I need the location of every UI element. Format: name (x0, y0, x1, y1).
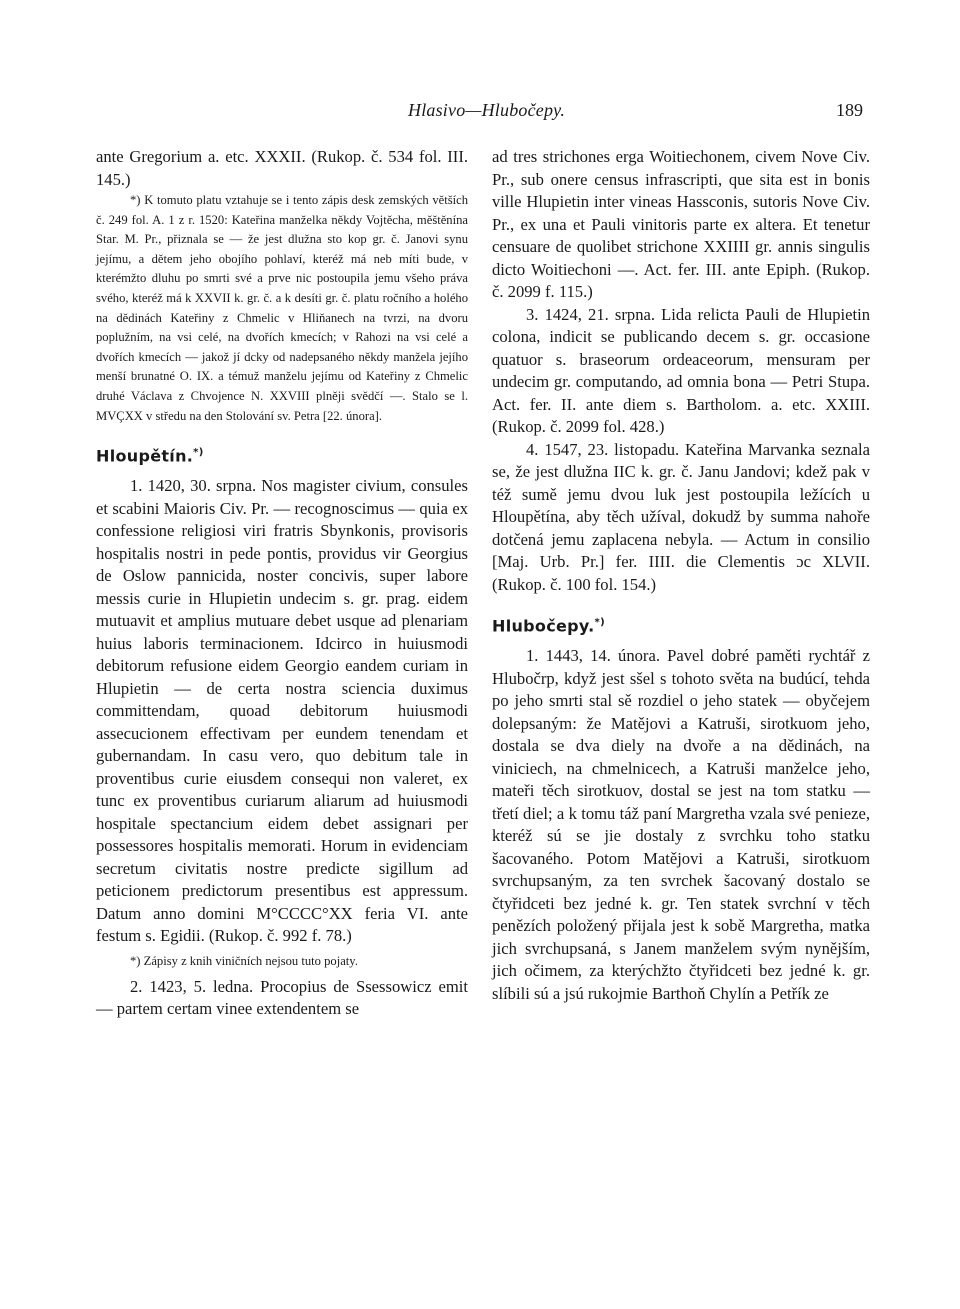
entry-1443: 1. 1443, 14. února. Pavel dobré paměti rychtář z Hlubočrp, když jest sšel s tohoto světa na budúcí, tehda po jeho smrti stal sě rozdiel o jeho statek — obyčejem dolepsaným: že Matějovi a Katruši, sirotkuom jeho, dostala se dva diely na dvoře a na dědinách, na viniciech, na chmelnicech, a Katruši manželce jeho, mateři těch sirotkuov, dostal se jest na tom statku — třetí diel; a k tomu táž paní Margretha vzala své penieze, kteréž sú se jie dostaly z svrchku toho statku šacovaného. Potom Matějovi a Katruši, sirotkuom svrchupsaným, za ten svrchek šacovaný dostalo se čtyřidceti bez jedné k. gr. Ten statek svrchní v těch penězích položený přijala jest k sobě Margretha, matka jich svrchupsaná, s Janem manželem svým nynějším, jich očimem, za kterýchžto čtyřidceti bez jedné k. gr. slíbili sú a jsú rukojmie Barthoň Chylín a Petřík ze (492, 646, 870, 1003)
entry-1420: 1. 1420, 30. srpna. Nos magister civium, consules et scabini Maioris Civ. Pr. — recognoscimus — quia ex confessione religiosi viri fratris Sbynkonis, provisoris hospitalis nostri in pede pontis, providus vir Georgius de Oslow pannicida, noster concivis, super labore messis curie in Hlupietin undecim s. gr. prag. eidem mutuavit et amplius mutuare debet usque ad plenariam huius laboris terminacionem. Idcirco in huiusmodi debitorum refusione eidem Georgio eandem curiam in Hlupietin — de certa nostra sciencia duximus committendam, quoad debitorum huiusmodi assecucionem effectivam per eundem tenendam et gubernandam. In casu vero, quo debitum tale in proventibus curie eiusdem consequi non valeret, ex tunc ex proventibus curiarum aliarum ad huiusmodi hospitale spectancium eidem debet assignari per possessores hospitalis memorati. Horum in evidenciam secretum civitatis nostre predicte sigillum ad peticionem predictorum presentibus est appressum. Datum anno domini M°CCCC°XX feria VI. ante festum s. Egidii. (Rukop. č. 992 f. 78.) (96, 476, 468, 946)
right-column (492, 146, 870, 1005)
footnote-desk-record: *) K tomuto platu vztahuje se i tento zápis desk zemských větších č. 249 fol. A. 1 z r. 1520: Kateřina manželka někdy Vojtěcha, měštěnína Star. M. Pr., přiznala se — že jest dlužna sto kop gr. č. Janovi synu jejímu, a dětem jeho obojího pohlaví, kteréž má neb míti bude, v kterémžto dluhu po smrti své a prve nic postoupila jemu všeho práva svého, kteréž má k XXVII k. gr. č. a k desíti gr. č. platu ročního a holého na dědinách Kateřiny z Chmelic v Hliňanech na tvrzi, na dvoru poplužním, na vsi celé, na dvořích kmecích; v Rahozi na vsi celé a dvořích kmecích — jakož jí dcky od nadepsaného někdy manžela jejího menší brunatné O. IX. a témuž manželu jejímu od Kateřiny z Chmelic druhé Václava z Chvojence N. XXVIII plněji svědčí —. Stalo se l. MVÇXX v středu na den Stolování sv. Petra [22. února]. (96, 193, 468, 423)
footnote-mark: *) (193, 447, 204, 459)
continued-paragraph-right: ad tres strichones erga Woitiechonem, civem Nove Civ. Pr., sub onere census infrascripti, que sita est in bonis ville Hlupietin inter vineas Hassconis, sutoris Nove Civ. Pr., ex una et Pauli vinitoris parte ex altera. Et tenetur censuare de quolibet strichone XXIIII gr. annis singulis dicto Woitiechoni —. Act. fer. III. ante Epiph. (Rukop. č. 2099 f. 115.) (492, 147, 870, 301)
entry-1547: 4. 1547, 23. listopadu. Kateřina Marvanka seznala se, že jest dlužna IIC k. gr. č. Janu Jandovi; kdež pak v též sumě jemu dvou luk jest postoupila ležících u Hloupětína, aby těch užíval, dokudž by summa nahoře dotčená jemu zaplacena nebyla. — Actum in consilio [Maj. Urb. Pr.] fer. IIII. die Clementis ɔc XLVII. (Rukop. č. 100 fol. 154.) (492, 439, 870, 594)
continued-paragraph: ante Gregorium a. etc. XXXII. (Rukop. č. 534 fol. III. 145.) (96, 147, 468, 189)
page-header (0, 98, 960, 128)
left-column (96, 146, 468, 1021)
entry-1424: 3. 1424, 21. srpna. Lida relicta Pauli de Hlupietin colona, indicit se publicando decem s. gr. occasione quatuor s. braseorum ordeaceorum, mensuram per undecim gr. computando, ad omnia bona — Petri Stupa. Act. fer. II. ante diem s. Bartholom. a. etc. XXIII. (Rukop. č. 2099 fol. 428.) (492, 304, 870, 436)
section-heading-text: Hlubočepy. (492, 616, 595, 636)
section-heading-text: Hloupětín. (96, 446, 194, 466)
section-heading-hlubocepy (492, 612, 870, 637)
entry-1423: 2. 1423, 5. ledna. Procopius de Ssessowicz emit — partem certam vinee extendentem se (96, 976, 468, 1019)
footnote-vineyard-books: *) Zápisy z knih viničních nejsou tuto pojaty. (130, 953, 358, 968)
footnote-mark: *) (594, 617, 605, 628)
page-number: 189 (836, 100, 863, 120)
running-head: Hlasivo—Hlubočepy. (408, 100, 566, 120)
section-heading-hloupetin (96, 442, 468, 467)
